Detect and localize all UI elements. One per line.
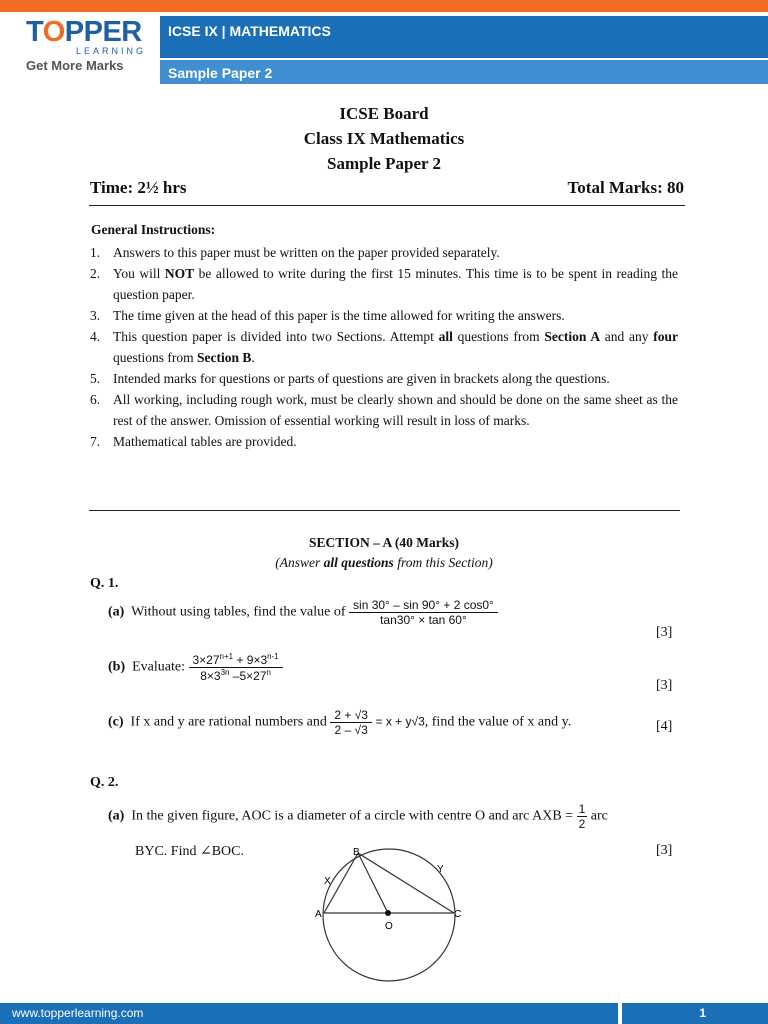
q1b-numerator: $3\times 27^{n+1} + 9\times 3^{n-1}$ [189,652,283,668]
instruction-number: 7. [90,434,101,449]
section-a-subtitle [0,555,768,571]
label-o: O [385,921,393,932]
q1c-numerator: 2 + √3 [330,708,372,723]
logo-wordmark: TOPPER [26,16,142,48]
q2a-marks: [3] [656,843,673,858]
top-accent-bar [0,0,768,12]
instruction-item [90,389,678,431]
instruction-number: 6. [90,392,101,407]
instruction-number: 2. [90,266,101,281]
q1c-text-pre: If x and y are rational numbers and [130,714,327,730]
instruction-text: You will NOT be allowed to write during the first 15 minutes. This time is to be spent in reading the question paper. [113,266,678,302]
instruction-number: 5. [90,371,101,386]
instruction-item [90,242,678,263]
q1-label: Q. 1. [90,576,119,591]
q1b-denominator: $8\times 3^{3n}$ $-5\times 27^n$ [200,668,271,683]
instruction-item [90,368,678,389]
instruction-number: 1. [90,245,101,260]
subject-label: ICSE IX | MATHEMATICS [168,23,331,39]
footer [0,1003,768,1024]
q1a-text: Without using tables, find the value of [131,604,346,620]
instructions-heading: General Instructions: [91,222,216,237]
subject-header-bar [160,16,768,58]
instruction-text: Intended marks for questions or parts of questions are given in brackets along the questions. [113,371,610,386]
q1c-label: (c) [108,714,124,730]
label-x: X [324,876,331,887]
q1c-fraction [330,708,372,737]
footer-url-link[interactable]: www.topperlearning.com [12,1006,144,1020]
instruction-item [90,263,678,305]
centre-point [385,910,391,916]
title-divider [89,205,685,206]
q2a-text-pre: In the given figure, AOC is a diameter of a circle with centre O and arc AXB = [131,808,574,824]
instruction-text: All working, including rough work, must be clearly shown and should be done on the same sheet as the rest of the answer. Omission of essential working will result in loss of marks. [113,392,678,428]
instruction-text: Answers to this paper must be written on the paper provided separately. [113,245,500,260]
time-allowed: Time: 2½ hrs [90,178,187,197]
q1a-fraction [349,598,498,627]
paper-header-bar [160,60,768,84]
instruction-item [90,326,678,368]
q1c-marks: [4] [656,719,673,734]
total-marks: Total Marks: 80 [567,178,684,197]
title-class: Class IX Mathematics [303,129,465,148]
instruction-item [90,305,678,326]
circle-figure [310,843,470,988]
subtitle-pre: (Answer [275,555,324,570]
instruction-item [90,431,678,452]
q1b [108,652,283,683]
logo-subtitle: LEARNING [76,46,147,56]
q1b-marks: [3] [656,678,673,693]
q1c-rhs: = x + y√3 [375,714,425,729]
title-board: ICSE Board [339,104,429,123]
label-b: B [353,847,360,858]
logo-tagline: Get More Marks [26,58,124,73]
instruction-text: The time given at the head of this paper is the time allowed for writing the answers. [113,308,565,323]
instruction-text: This question paper is divided into two Sections. Attempt all questions from Section A and any four questions from Section B. [113,329,678,365]
footer-url-bar [0,1003,618,1024]
q1c-denominator: 2 – √3 [334,723,368,737]
instruction-number: 4. [90,329,101,344]
q1a-marks: [3] [656,625,673,640]
topper-logo [26,16,147,80]
subtitle-post: from this Section) [393,555,493,570]
paper-label: Sample Paper 2 [168,65,273,81]
q1b-label: (b) [108,659,126,675]
q2a-half-fraction [577,802,588,831]
half-denominator: 2 [578,817,586,831]
q2-label: Q. 2. [90,775,119,790]
label-y: Y [437,864,444,875]
q2a-text-post: arc [590,808,608,824]
section-a-title: SECTION – A (40 Marks) [308,535,460,550]
q1a-label: (a) [108,604,125,620]
half-numerator: 1 [578,802,586,816]
q1a-denominator: tan30° × tan 60° [380,613,467,627]
q2a-line2: BYC. Find ∠BOC. [135,844,244,859]
q2a [108,802,608,831]
instruction-number: 3. [90,308,101,323]
subtitle-bold: all questions [323,555,394,570]
section-divider [89,510,680,511]
q1c-text-post: , find the value of x and y. [424,714,572,730]
title-paper: Sample Paper 2 [327,154,441,173]
footer-page-bar [622,1003,768,1024]
q2a-label: (a) [108,808,125,824]
instruction-text: Mathematical tables are provided. [113,434,297,449]
q1b-fraction [189,652,283,683]
label-a: A [315,909,322,920]
q1a-numerator: sin 30° – sin 90° + 2 cos0° [349,598,498,613]
page-number: 1 [699,1006,706,1020]
label-c: C [454,909,462,920]
q1a [108,598,498,627]
q1c [108,708,571,737]
instructions-list [90,242,678,452]
q1b-text: Evaluate: [132,659,185,675]
